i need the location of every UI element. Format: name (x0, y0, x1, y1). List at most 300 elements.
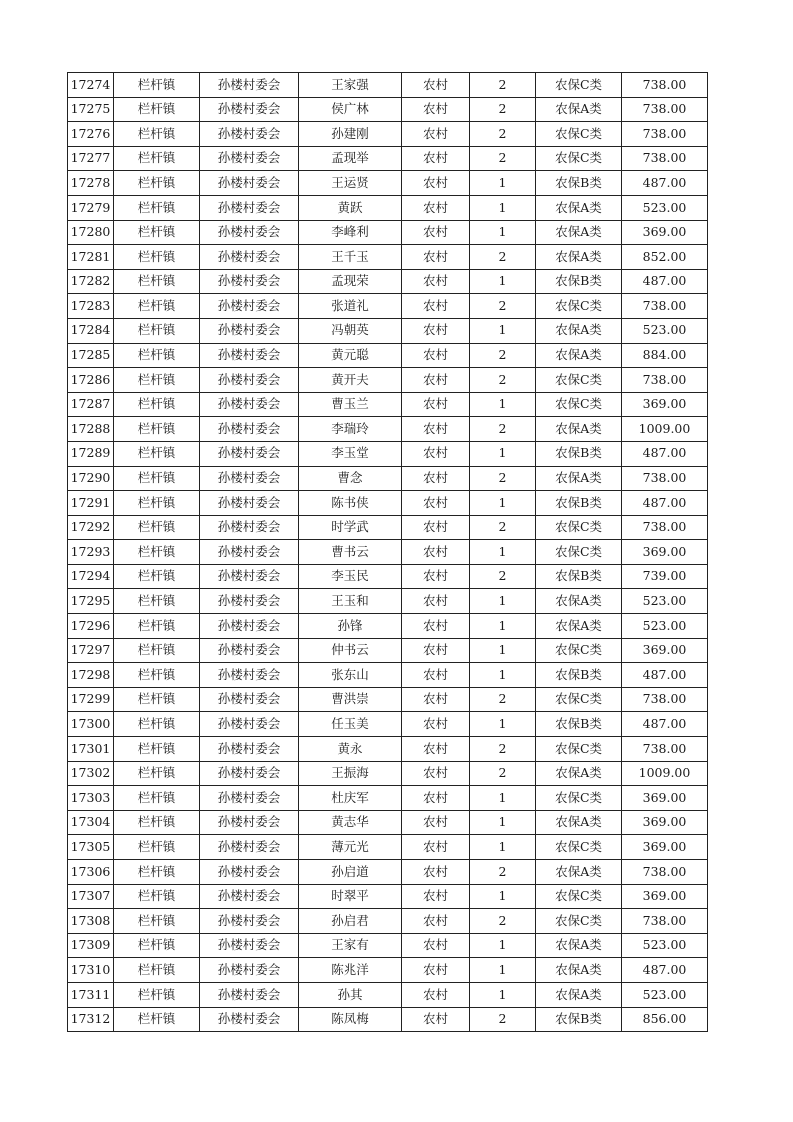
cell-name: 李玉民 (299, 564, 402, 589)
table-row (68, 220, 708, 245)
cell-household-type: 农村 (402, 982, 470, 1007)
cell-person-count: 1 (470, 835, 536, 860)
cell-name: 李峰利 (299, 220, 402, 245)
cell-name: 曹玉兰 (299, 392, 402, 417)
cell-name: 李瑞玲 (299, 417, 402, 442)
cell-village: 孙楼村委会 (200, 122, 299, 147)
cell-category: 农保A类 (536, 417, 622, 442)
cell-id: 17312 (68, 1007, 114, 1032)
cell-village: 孙楼村委会 (200, 294, 299, 319)
cell-household-type: 农村 (402, 515, 470, 540)
cell-amount: 884.00 (622, 343, 708, 368)
cell-person-count: 2 (470, 146, 536, 171)
cell-person-count: 1 (470, 392, 536, 417)
cell-amount: 487.00 (622, 171, 708, 196)
cell-household-type: 农村 (402, 540, 470, 565)
cell-person-count: 2 (470, 909, 536, 934)
cell-id: 17311 (68, 982, 114, 1007)
table-row (68, 368, 708, 393)
cell-category: 农保C类 (536, 392, 622, 417)
cell-category: 农保B类 (536, 564, 622, 589)
cell-village: 孙楼村委会 (200, 761, 299, 786)
table-row (68, 122, 708, 147)
cell-town: 栏杆镇 (114, 958, 200, 983)
table-row (68, 515, 708, 540)
cell-household-type: 农村 (402, 318, 470, 343)
table-row (68, 146, 708, 171)
cell-amount: 369.00 (622, 884, 708, 909)
benefit-table (67, 72, 708, 1032)
table-row (68, 786, 708, 811)
cell-village: 孙楼村委会 (200, 589, 299, 614)
cell-name: 黄跃 (299, 195, 402, 220)
cell-id: 17286 (68, 368, 114, 393)
cell-category: 农保A类 (536, 318, 622, 343)
cell-id: 17304 (68, 810, 114, 835)
cell-category: 农保C类 (536, 638, 622, 663)
cell-household-type: 农村 (402, 343, 470, 368)
cell-town: 栏杆镇 (114, 737, 200, 762)
cell-id: 17306 (68, 860, 114, 885)
cell-town: 栏杆镇 (114, 368, 200, 393)
cell-name: 孟现举 (299, 146, 402, 171)
cell-category: 农保C类 (536, 294, 622, 319)
cell-household-type: 农村 (402, 589, 470, 614)
cell-person-count: 1 (470, 318, 536, 343)
table-row (68, 663, 708, 688)
cell-name: 孙其 (299, 982, 402, 1007)
cell-village: 孙楼村委会 (200, 884, 299, 909)
cell-town: 栏杆镇 (114, 909, 200, 934)
cell-village: 孙楼村委会 (200, 368, 299, 393)
cell-amount: 369.00 (622, 220, 708, 245)
cell-amount: 738.00 (622, 860, 708, 885)
cell-town: 栏杆镇 (114, 515, 200, 540)
cell-village: 孙楼村委会 (200, 245, 299, 270)
cell-town: 栏杆镇 (114, 933, 200, 958)
cell-name: 陈凤梅 (299, 1007, 402, 1032)
cell-person-count: 1 (470, 269, 536, 294)
cell-category: 农保C类 (536, 73, 622, 98)
cell-name: 黄志华 (299, 810, 402, 835)
cell-household-type: 农村 (402, 146, 470, 171)
cell-amount: 738.00 (622, 466, 708, 491)
cell-town: 栏杆镇 (114, 195, 200, 220)
cell-household-type: 农村 (402, 933, 470, 958)
cell-amount: 523.00 (622, 318, 708, 343)
cell-name: 黄元聪 (299, 343, 402, 368)
cell-category: 农保C类 (536, 687, 622, 712)
cell-name: 王玉和 (299, 589, 402, 614)
cell-village: 孙楼村委会 (200, 343, 299, 368)
cell-category: 农保B类 (536, 712, 622, 737)
cell-amount: 856.00 (622, 1007, 708, 1032)
cell-id: 17297 (68, 638, 114, 663)
cell-household-type: 农村 (402, 810, 470, 835)
cell-amount: 738.00 (622, 687, 708, 712)
cell-town: 栏杆镇 (114, 835, 200, 860)
cell-town: 栏杆镇 (114, 122, 200, 147)
cell-village: 孙楼村委会 (200, 318, 299, 343)
cell-id: 17289 (68, 441, 114, 466)
cell-id: 17307 (68, 884, 114, 909)
cell-household-type: 农村 (402, 835, 470, 860)
cell-id: 17293 (68, 540, 114, 565)
cell-household-type: 农村 (402, 269, 470, 294)
cell-id: 17303 (68, 786, 114, 811)
cell-household-type: 农村 (402, 122, 470, 147)
cell-person-count: 1 (470, 810, 536, 835)
cell-amount: 738.00 (622, 737, 708, 762)
cell-name: 李玉堂 (299, 441, 402, 466)
cell-town: 栏杆镇 (114, 417, 200, 442)
cell-id: 17291 (68, 491, 114, 516)
cell-town: 栏杆镇 (114, 171, 200, 196)
cell-household-type: 农村 (402, 368, 470, 393)
cell-amount: 738.00 (622, 146, 708, 171)
cell-amount: 487.00 (622, 958, 708, 983)
cell-id: 17305 (68, 835, 114, 860)
cell-person-count: 2 (470, 761, 536, 786)
cell-name: 王千玉 (299, 245, 402, 270)
table-row (68, 589, 708, 614)
cell-id: 17284 (68, 318, 114, 343)
cell-household-type: 农村 (402, 294, 470, 319)
cell-name: 曹念 (299, 466, 402, 491)
table-row (68, 884, 708, 909)
cell-village: 孙楼村委会 (200, 392, 299, 417)
cell-town: 栏杆镇 (114, 294, 200, 319)
cell-village: 孙楼村委会 (200, 712, 299, 737)
cell-category: 农保A类 (536, 810, 622, 835)
cell-category: 农保C类 (536, 368, 622, 393)
cell-amount: 369.00 (622, 835, 708, 860)
cell-amount: 738.00 (622, 122, 708, 147)
cell-id: 17290 (68, 466, 114, 491)
cell-name: 时学武 (299, 515, 402, 540)
cell-category: 农保C类 (536, 515, 622, 540)
cell-name: 王家有 (299, 933, 402, 958)
cell-town: 栏杆镇 (114, 1007, 200, 1032)
cell-category: 农保B类 (536, 663, 622, 688)
cell-town: 栏杆镇 (114, 589, 200, 614)
cell-amount: 369.00 (622, 810, 708, 835)
cell-village: 孙楼村委会 (200, 540, 299, 565)
cell-amount: 369.00 (622, 638, 708, 663)
cell-category: 农保A类 (536, 761, 622, 786)
cell-category: 农保C类 (536, 786, 622, 811)
table-row (68, 564, 708, 589)
cell-household-type: 农村 (402, 614, 470, 639)
cell-id: 17292 (68, 515, 114, 540)
cell-id: 17277 (68, 146, 114, 171)
table-row (68, 343, 708, 368)
cell-town: 栏杆镇 (114, 318, 200, 343)
cell-name: 侯广林 (299, 97, 402, 122)
cell-village: 孙楼村委会 (200, 171, 299, 196)
cell-name: 杜庆军 (299, 786, 402, 811)
cell-person-count: 2 (470, 294, 536, 319)
cell-name: 孙启君 (299, 909, 402, 934)
cell-id: 17301 (68, 737, 114, 762)
cell-name: 陈兆洋 (299, 958, 402, 983)
cell-household-type: 农村 (402, 860, 470, 885)
cell-person-count: 2 (470, 245, 536, 270)
cell-amount: 487.00 (622, 663, 708, 688)
cell-household-type: 农村 (402, 171, 470, 196)
cell-village: 孙楼村委会 (200, 466, 299, 491)
cell-person-count: 2 (470, 466, 536, 491)
cell-village: 孙楼村委会 (200, 737, 299, 762)
cell-id: 17283 (68, 294, 114, 319)
cell-category: 农保A类 (536, 343, 622, 368)
cell-village: 孙楼村委会 (200, 73, 299, 98)
cell-town: 栏杆镇 (114, 146, 200, 171)
cell-village: 孙楼村委会 (200, 515, 299, 540)
cell-town: 栏杆镇 (114, 540, 200, 565)
cell-person-count: 2 (470, 515, 536, 540)
cell-household-type: 农村 (402, 884, 470, 909)
cell-household-type: 农村 (402, 417, 470, 442)
cell-household-type: 农村 (402, 392, 470, 417)
cell-village: 孙楼村委会 (200, 835, 299, 860)
cell-category: 农保A类 (536, 589, 622, 614)
cell-person-count: 1 (470, 884, 536, 909)
cell-amount: 487.00 (622, 269, 708, 294)
table-row (68, 441, 708, 466)
cell-id: 17300 (68, 712, 114, 737)
table-row (68, 958, 708, 983)
cell-amount: 487.00 (622, 712, 708, 737)
cell-town: 栏杆镇 (114, 982, 200, 1007)
table-row (68, 687, 708, 712)
cell-household-type: 农村 (402, 491, 470, 516)
table-row (68, 417, 708, 442)
cell-category: 农保A类 (536, 220, 622, 245)
cell-category: 农保B类 (536, 441, 622, 466)
cell-person-count: 1 (470, 491, 536, 516)
cell-town: 栏杆镇 (114, 687, 200, 712)
cell-town: 栏杆镇 (114, 761, 200, 786)
cell-id: 17294 (68, 564, 114, 589)
cell-category: 农保A类 (536, 195, 622, 220)
cell-id: 17287 (68, 392, 114, 417)
cell-person-count: 2 (470, 687, 536, 712)
cell-amount: 523.00 (622, 195, 708, 220)
cell-name: 冯朝英 (299, 318, 402, 343)
cell-category: 农保A类 (536, 982, 622, 1007)
cell-category: 农保C类 (536, 540, 622, 565)
cell-household-type: 农村 (402, 195, 470, 220)
cell-town: 栏杆镇 (114, 860, 200, 885)
cell-amount: 523.00 (622, 589, 708, 614)
cell-amount: 738.00 (622, 294, 708, 319)
cell-household-type: 农村 (402, 638, 470, 663)
cell-person-count: 2 (470, 73, 536, 98)
cell-person-count: 1 (470, 933, 536, 958)
cell-person-count: 1 (470, 712, 536, 737)
cell-id: 17275 (68, 97, 114, 122)
cell-household-type: 农村 (402, 220, 470, 245)
table-row (68, 761, 708, 786)
table-body (68, 73, 708, 1032)
cell-village: 孙楼村委会 (200, 195, 299, 220)
cell-id: 17310 (68, 958, 114, 983)
cell-amount: 738.00 (622, 515, 708, 540)
cell-town: 栏杆镇 (114, 220, 200, 245)
cell-category: 农保C类 (536, 884, 622, 909)
cell-person-count: 2 (470, 737, 536, 762)
cell-category: 农保C类 (536, 122, 622, 147)
table-row (68, 171, 708, 196)
cell-village: 孙楼村委会 (200, 933, 299, 958)
cell-category: 农保C类 (536, 737, 622, 762)
table-row (68, 392, 708, 417)
cell-person-count: 1 (470, 441, 536, 466)
cell-name: 时翠平 (299, 884, 402, 909)
cell-village: 孙楼村委会 (200, 687, 299, 712)
table-row (68, 835, 708, 860)
cell-name: 张东山 (299, 663, 402, 688)
cell-id: 17282 (68, 269, 114, 294)
cell-name: 王运贤 (299, 171, 402, 196)
cell-person-count: 2 (470, 122, 536, 147)
cell-name: 孙锋 (299, 614, 402, 639)
cell-village: 孙楼村委会 (200, 441, 299, 466)
table-row (68, 860, 708, 885)
cell-person-count: 2 (470, 368, 536, 393)
cell-amount: 1009.00 (622, 761, 708, 786)
cell-town: 栏杆镇 (114, 392, 200, 417)
cell-amount: 738.00 (622, 368, 708, 393)
cell-amount: 739.00 (622, 564, 708, 589)
cell-category: 农保B类 (536, 491, 622, 516)
cell-name: 孙建刚 (299, 122, 402, 147)
cell-town: 栏杆镇 (114, 73, 200, 98)
cell-person-count: 1 (470, 589, 536, 614)
cell-name: 张道礼 (299, 294, 402, 319)
cell-household-type: 农村 (402, 1007, 470, 1032)
cell-name: 陈书侠 (299, 491, 402, 516)
cell-amount: 487.00 (622, 441, 708, 466)
cell-household-type: 农村 (402, 441, 470, 466)
cell-household-type: 农村 (402, 958, 470, 983)
cell-name: 孟现荣 (299, 269, 402, 294)
cell-town: 栏杆镇 (114, 884, 200, 909)
cell-person-count: 1 (470, 663, 536, 688)
cell-town: 栏杆镇 (114, 466, 200, 491)
cell-person-count: 1 (470, 220, 536, 245)
cell-id: 17298 (68, 663, 114, 688)
cell-household-type: 农村 (402, 737, 470, 762)
cell-village: 孙楼村委会 (200, 638, 299, 663)
cell-town: 栏杆镇 (114, 786, 200, 811)
cell-amount: 523.00 (622, 933, 708, 958)
cell-amount: 487.00 (622, 491, 708, 516)
cell-person-count: 1 (470, 638, 536, 663)
cell-town: 栏杆镇 (114, 810, 200, 835)
cell-household-type: 农村 (402, 564, 470, 589)
cell-category: 农保A类 (536, 933, 622, 958)
cell-household-type: 农村 (402, 97, 470, 122)
cell-person-count: 2 (470, 860, 536, 885)
cell-amount: 852.00 (622, 245, 708, 270)
table-row (68, 1007, 708, 1032)
cell-town: 栏杆镇 (114, 712, 200, 737)
cell-household-type: 农村 (402, 712, 470, 737)
cell-town: 栏杆镇 (114, 343, 200, 368)
cell-amount: 369.00 (622, 786, 708, 811)
cell-village: 孙楼村委会 (200, 491, 299, 516)
cell-person-count: 2 (470, 97, 536, 122)
cell-name: 黄开夫 (299, 368, 402, 393)
cell-village: 孙楼村委会 (200, 146, 299, 171)
cell-amount: 738.00 (622, 73, 708, 98)
cell-village: 孙楼村委会 (200, 1007, 299, 1032)
table-row (68, 491, 708, 516)
table-row (68, 982, 708, 1007)
cell-household-type: 农村 (402, 687, 470, 712)
cell-name: 任玉美 (299, 712, 402, 737)
cell-household-type: 农村 (402, 786, 470, 811)
cell-amount: 523.00 (622, 614, 708, 639)
cell-person-count: 2 (470, 343, 536, 368)
cell-town: 栏杆镇 (114, 491, 200, 516)
cell-village: 孙楼村委会 (200, 909, 299, 934)
cell-id: 17288 (68, 417, 114, 442)
cell-id: 17309 (68, 933, 114, 958)
table-row (68, 712, 708, 737)
cell-person-count: 2 (470, 417, 536, 442)
cell-id: 17285 (68, 343, 114, 368)
cell-name: 仲书云 (299, 638, 402, 663)
table-row (68, 933, 708, 958)
cell-amount: 1009.00 (622, 417, 708, 442)
cell-amount: 738.00 (622, 97, 708, 122)
cell-town: 栏杆镇 (114, 638, 200, 663)
cell-amount: 369.00 (622, 392, 708, 417)
cell-category: 农保A类 (536, 97, 622, 122)
cell-category: 农保A类 (536, 614, 622, 639)
cell-village: 孙楼村委会 (200, 614, 299, 639)
cell-category: 农保A类 (536, 958, 622, 983)
cell-category: 农保B类 (536, 171, 622, 196)
cell-category: 农保C类 (536, 909, 622, 934)
cell-amount: 738.00 (622, 909, 708, 934)
cell-name: 薄元光 (299, 835, 402, 860)
cell-household-type: 农村 (402, 466, 470, 491)
cell-amount: 369.00 (622, 540, 708, 565)
cell-name: 曹洪崇 (299, 687, 402, 712)
cell-household-type: 农村 (402, 909, 470, 934)
cell-person-count: 1 (470, 171, 536, 196)
cell-person-count: 2 (470, 1007, 536, 1032)
table-row (68, 97, 708, 122)
cell-village: 孙楼村委会 (200, 417, 299, 442)
cell-id: 17302 (68, 761, 114, 786)
cell-town: 栏杆镇 (114, 614, 200, 639)
cell-person-count: 1 (470, 786, 536, 811)
cell-person-count: 1 (470, 958, 536, 983)
cell-name: 王振海 (299, 761, 402, 786)
cell-village: 孙楼村委会 (200, 269, 299, 294)
cell-person-count: 1 (470, 195, 536, 220)
table-row (68, 540, 708, 565)
cell-person-count: 1 (470, 540, 536, 565)
cell-town: 栏杆镇 (114, 269, 200, 294)
cell-person-count: 2 (470, 564, 536, 589)
table-row (68, 614, 708, 639)
